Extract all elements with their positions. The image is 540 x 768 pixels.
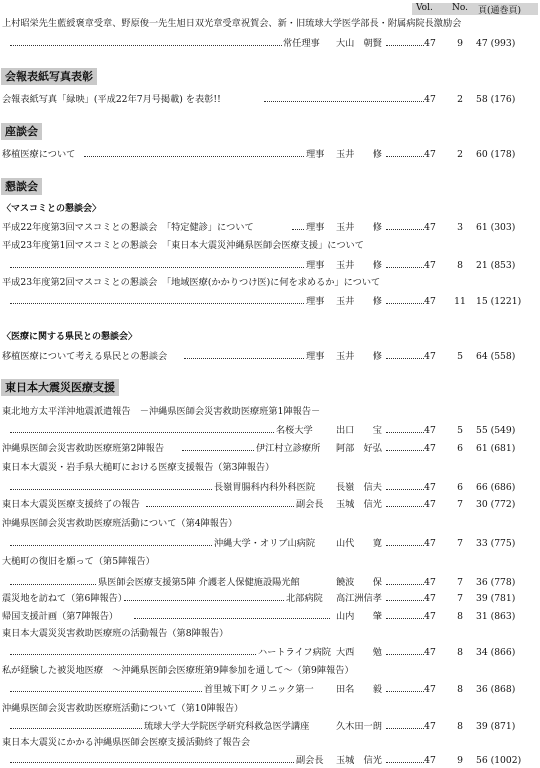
leader-dots (10, 691, 202, 692)
entry-title: 沖縄県医師会災害救助医療班活動について（第4陣報告） (2, 518, 238, 529)
entry-role: 県医師会医療支援第5陣 介護老人保健施設陽光館 (98, 577, 300, 588)
leader-dots (10, 654, 256, 655)
section-heading: 東日本大震災医療支援 (1, 379, 119, 396)
leader-dots (386, 506, 424, 507)
leader-dots (10, 545, 212, 546)
leader-dots (386, 584, 424, 585)
entry-role: 副会長 (296, 755, 324, 766)
entry-title: 東日本大震災にかかる沖縄県医師会医療支援活動終了報告会 (2, 737, 251, 748)
leader-dots (386, 600, 424, 601)
vol-header: Vol. (416, 3, 433, 13)
entry-no: 8 (457, 647, 463, 658)
leader-dots (134, 618, 330, 619)
entry-no: 7 (457, 538, 463, 549)
entry-role: 理事 (306, 149, 325, 160)
subsection-heading: 〈マスコミとの懇談会〉 (2, 204, 102, 214)
leader-dots (10, 584, 96, 585)
entry-page: 21 (853) (476, 260, 516, 271)
leader-dots (386, 45, 424, 46)
entry-page: 39 (871) (476, 721, 516, 732)
entry-page: 15 (1221) (476, 296, 522, 307)
entry-author: 玉井 修 (336, 222, 382, 233)
entry-role: 沖縄大学・オリブ山病院 (214, 538, 316, 549)
entry-role: ハートライフ病院 (258, 647, 331, 658)
page-header: 頁(通巻頁) (478, 6, 522, 16)
leader-dots (10, 762, 294, 763)
entry-title: 平成23年度第1回マスコミとの懇談会 「東日本大震災沖縄県医師会医療支援」について (2, 240, 364, 251)
entry-no: 11 (454, 296, 466, 307)
entry-title: 東日本大震災・岩手県大槌町における医療支援報告（第3陣報告） (2, 462, 275, 473)
subsection-heading: 〈医療に関する県民との懇談会〉 (2, 332, 138, 342)
entry-page: 31 (863) (476, 611, 516, 622)
entry-title: 沖縄県医師会災害救助医療班第2陣報告 (2, 443, 165, 454)
entry-title: 震災地を訪ねて（第6陣報告） (2, 593, 128, 604)
entry-role: 琉球大学大学院医学研究科救急医学講座 (144, 721, 310, 732)
entry-role: 常任理事 (283, 38, 320, 49)
entry-title: 沖縄県医師会災害救助医療班活動について（第10陣報告） (2, 703, 244, 714)
entry-role: 北部病院 (286, 593, 323, 604)
entry-vol: 47 (424, 577, 436, 588)
entry-author: 田名 毅 (336, 684, 382, 695)
entry-vol: 47 (424, 260, 436, 271)
leader-dots (386, 156, 424, 157)
leader-dots (386, 450, 424, 451)
entry-no: 2 (457, 94, 463, 105)
entry-author: 阿部 好弘 (336, 443, 382, 454)
entry-author: 玉井 修 (336, 351, 382, 362)
entry-page: 60 (178) (476, 149, 516, 160)
entry-title: 私が経験した被災地医療 ～沖縄県医師会医療班第9陣参加を通して～（第9陣報告） (2, 665, 354, 676)
entry-vol: 47 (424, 647, 436, 658)
leader-dots (10, 303, 304, 304)
entry-vol: 47 (424, 38, 436, 49)
entry-author: 大山 朝賢 (336, 38, 382, 49)
entry-title: 会報表紙写真「緑映」(平成22年7月号掲載) を表彰!! (2, 94, 221, 105)
entry-no: 6 (457, 443, 463, 454)
entry-page: 36 (868) (476, 684, 516, 695)
entry-page: 39 (781) (476, 593, 516, 604)
entry-no: 7 (457, 593, 463, 604)
entry-page: 34 (866) (476, 647, 516, 658)
leader-dots (386, 691, 424, 692)
leader-dots (386, 303, 424, 304)
leader-dots (10, 267, 304, 268)
leader-dots (10, 728, 142, 729)
entry-title: 移植医療について (2, 149, 76, 160)
leader-dots (386, 762, 424, 763)
entry-vol: 47 (424, 94, 436, 105)
entry-author: 久木田一朗 (336, 721, 382, 732)
entry-role: 理事 (306, 222, 325, 233)
entry-page: 56 (1002) (476, 755, 522, 766)
entry-author: 玉井 修 (336, 296, 382, 307)
entry-vol: 47 (424, 611, 436, 622)
entry-author: 出口 宝 (336, 425, 382, 436)
entry-role: 理事 (306, 296, 325, 307)
entry-no: 7 (457, 577, 463, 588)
entry-vol: 47 (424, 443, 436, 454)
entry-vol: 47 (424, 538, 436, 549)
entry-title: 東日本大震災災害救助医療班の活動報告（第8陣報告） (2, 628, 229, 639)
entry-role: 副会長 (296, 499, 324, 510)
leader-dots (386, 229, 424, 230)
entry-vol: 47 (424, 593, 436, 604)
entry-vol: 47 (424, 684, 436, 695)
entry-page: 66 (686) (476, 482, 516, 493)
entry-page: 61 (303) (476, 222, 516, 233)
leader-dots (146, 506, 294, 507)
entry-author: 饒波 保 (336, 577, 382, 588)
leader-dots (386, 654, 424, 655)
entry-title: 平成23年度第2回マスコミとの懇談会 「地域医療(かかりつけ医)に何を求めるか」について (2, 277, 381, 288)
entry-no: 7 (457, 499, 463, 510)
leader-dots (292, 229, 304, 230)
entry-page: 61 (681) (476, 443, 516, 454)
entry-vol: 47 (424, 296, 436, 307)
entry-author: 長嶺 信夫 (336, 482, 382, 493)
entry-role: 理事 (306, 260, 325, 271)
no-header: No. (452, 3, 468, 13)
entry-title: 上村昭栄先生藍綬褒章受章、野原俊一先生旭日双光章受章祝賀会、新・旧琉球大学医学部長・附属病院長激励会 (2, 18, 462, 29)
entry-page: 58 (176) (476, 94, 516, 105)
leader-dots (386, 489, 424, 490)
entry-author: 玉井 修 (336, 260, 382, 271)
leader-dots (84, 156, 304, 157)
leader-dots (386, 618, 424, 619)
entry-vol: 47 (424, 351, 436, 362)
leader-dots (386, 728, 424, 729)
leader-dots (386, 267, 424, 268)
entry-author: 山代 寛 (336, 538, 382, 549)
entry-author: 高江洲信孝 (336, 593, 382, 604)
leader-dots (10, 45, 282, 46)
entry-page: 64 (558) (476, 351, 516, 362)
section-heading: 懇談会 (1, 178, 42, 195)
entry-no: 5 (457, 351, 463, 362)
entry-title: 大槌町の復旧を願って（第5陣報告） (2, 556, 155, 567)
entry-title: 移植医療について考える県民との懇談会 (2, 351, 168, 362)
entry-vol: 47 (424, 755, 436, 766)
entry-no: 5 (457, 425, 463, 436)
entry-vol: 47 (424, 721, 436, 732)
entry-vol: 47 (424, 482, 436, 493)
entry-vol: 47 (424, 425, 436, 436)
entry-role: 長嶺胃腸科内科外科医院 (214, 482, 316, 493)
entry-vol: 47 (424, 222, 436, 233)
entry-author: 玉城 信光 (336, 499, 382, 510)
entry-title: 東日本大震災医療支援終了の報告 (2, 499, 140, 510)
entry-role: 理事 (306, 351, 325, 362)
leader-dots (386, 545, 424, 546)
entry-no: 2 (457, 149, 463, 160)
entry-no: 6 (457, 482, 463, 493)
entry-author: 大西 勉 (336, 647, 382, 658)
entry-role: 首里城下町クリニック第一 (204, 684, 314, 695)
leader-dots (10, 489, 212, 490)
entry-role: 伊江村立診療所 (256, 443, 321, 454)
entry-no: 3 (457, 222, 463, 233)
leader-dots (386, 432, 424, 433)
leader-dots (264, 101, 424, 102)
entry-page: 47 (993) (476, 38, 516, 49)
entry-role: 名桜大学 (276, 425, 313, 436)
entry-page: 36 (778) (476, 577, 516, 588)
leader-dots (182, 450, 254, 451)
entry-no: 9 (457, 755, 463, 766)
entry-vol: 47 (424, 499, 436, 510)
leader-dots (10, 432, 274, 433)
entry-page: 30 (772) (476, 499, 516, 510)
leader-dots (386, 358, 424, 359)
leader-dots (184, 358, 304, 359)
entry-title: 帰国支援計画（第7陣報告） (2, 611, 119, 622)
entry-title: 平成22年度第3回マスコミとの懇談会 「特定健診」について (2, 222, 254, 233)
entry-vol: 47 (424, 149, 436, 160)
entry-author: 玉井 修 (336, 149, 382, 160)
entry-no: 8 (457, 260, 463, 271)
entry-no: 8 (457, 721, 463, 732)
section-heading: 座談会 (1, 123, 42, 140)
entry-no: 8 (457, 684, 463, 695)
entry-no: 9 (457, 38, 463, 49)
entry-no: 8 (457, 611, 463, 622)
entry-author: 山内 肇 (336, 611, 382, 622)
entry-page: 55 (549) (476, 425, 516, 436)
leader-dots (124, 600, 284, 601)
section-heading: 会報表紙写真表彰 (1, 68, 97, 85)
entry-title: 東北地方太平洋沖地震派遣報告 －沖縄県医師会災害救助医療班第1陣報告－ (2, 406, 321, 417)
entry-page: 33 (775) (476, 538, 516, 549)
entry-author: 玉城 信光 (336, 755, 382, 766)
